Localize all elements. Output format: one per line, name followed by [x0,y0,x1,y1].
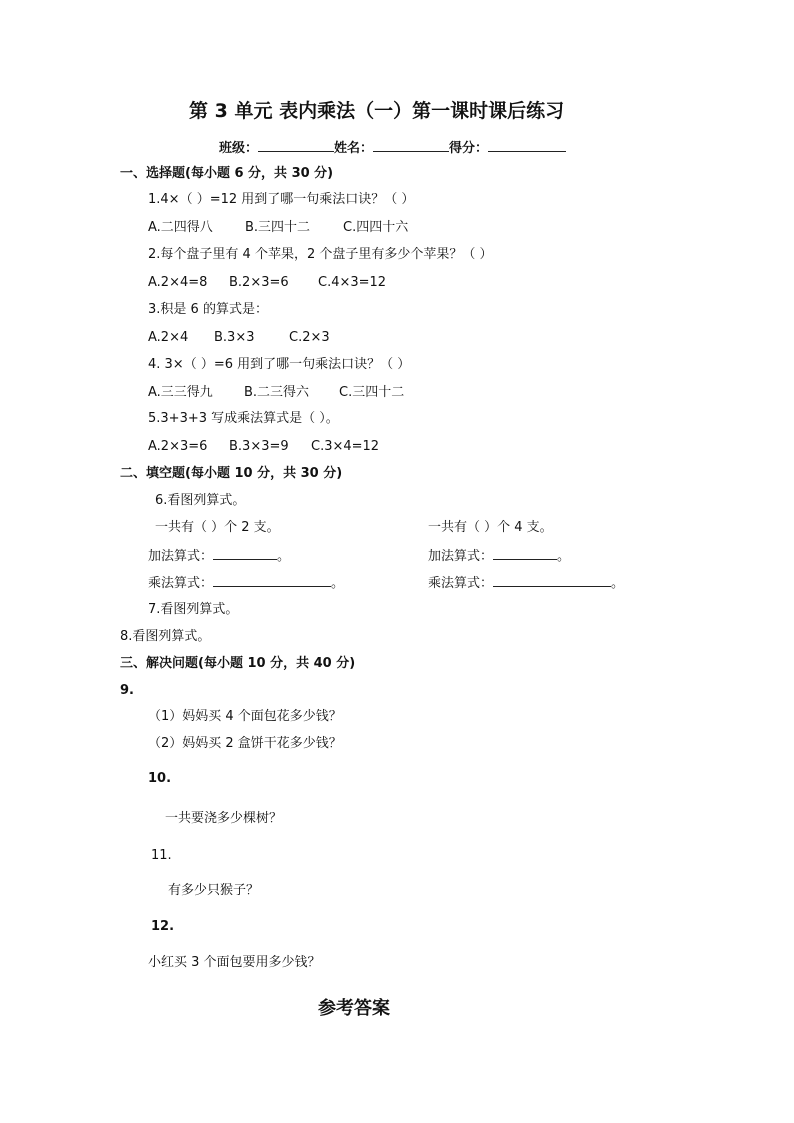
add-blank-right[interactable] [493,546,557,560]
add-label: 加法算式： [148,549,214,564]
class-label: 班级： [219,141,259,156]
q6-left-total: 一共有（ ）个 2 支。 [155,520,280,535]
mul-label: 乘法算式： [148,576,214,591]
q2-option-b[interactable]: B.2×3=6 [229,275,289,290]
question-12-text: 小红买 3 个面包要用多少钱？ [148,955,321,970]
class-blank[interactable] [258,138,334,152]
q6-left-mul [148,573,344,593]
score-blank[interactable] [488,138,566,152]
question-2: 2.每个盘子里有 4 个苹果，2 个盘子里有多少个苹果？（ ） [148,247,493,262]
question-6: 6.看图列算式。 [155,493,246,508]
q2-option-a[interactable]: A.2×4=8 [148,275,208,290]
question-10-number: 10. [148,771,172,786]
score-label: 得分： [449,141,489,156]
question-3: 3.积是 6 的算式是： [148,302,268,317]
question-11-text: 有多少只猴子？ [168,883,260,898]
question-9-sub2: （2）妈妈买 2 盒饼干花多少钱？ [148,736,342,751]
q1-option-a[interactable]: A.二四得八 [148,220,213,235]
q1-option-c[interactable]: C.四四十六 [343,220,409,235]
q4-option-b[interactable]: B.二三得六 [244,385,310,400]
mul-blank-right[interactable] [493,573,611,587]
question-11-number: 11. [151,848,172,863]
end-mark: 。 [557,549,571,564]
answer-key-title: 参考答案 [318,998,390,1019]
q3-option-a[interactable]: A.2×4 [148,330,189,345]
section-heading-choice: 一、选择题(每小题 6 分，共 30 分) [120,166,334,181]
end-mark: 。 [331,576,345,591]
mul-label: 乘法算式： [428,576,494,591]
question-7: 7.看图列算式。 [148,602,239,617]
q4-option-a[interactable]: A.三三得九 [148,385,213,400]
add-label: 加法算式： [428,549,494,564]
question-12-number: 12. [151,919,175,934]
q1-option-b[interactable]: B.三四十二 [245,220,311,235]
q5-option-b[interactable]: B.3×3=9 [229,439,289,454]
question-8: 8.看图列算式。 [120,629,211,644]
q2-option-c[interactable]: C.4×3=12 [318,275,387,290]
page-title: 第 3 单元 表内乘法（一）第一课时课后练习 [189,100,565,122]
q5-option-c[interactable]: C.3×4=12 [311,439,380,454]
question-4: 4. 3×（ ）=6 用到了哪一句乘法口诀？（ ） [148,357,411,372]
q6-left-add [148,546,290,566]
section-heading-solve: 三、解决问题(每小题 10 分，共 40 分) [120,656,356,671]
q6-right-add [428,546,570,566]
student-info-line [219,138,566,158]
name-label: 姓名： [334,141,374,156]
add-blank-left[interactable] [213,546,277,560]
q3-option-c[interactable]: C.2×3 [289,330,330,345]
question-9-sub1: （1）妈妈买 4 个面包花多少钱？ [148,709,342,724]
q6-right-total: 一共有（ ）个 4 支。 [428,520,553,535]
mul-blank-left[interactable] [213,573,331,587]
question-5: 5.3+3+3 写成乘法算式是（ ）。 [148,411,339,426]
q5-option-a[interactable]: A.2×3=6 [148,439,208,454]
end-mark: 。 [611,576,625,591]
q4-option-c[interactable]: C.三四十二 [339,385,405,400]
section-heading-fill: 二、填空题(每小题 10 分，共 30 分) [120,466,343,481]
question-9-number: 9. [120,683,134,698]
name-blank[interactable] [373,138,449,152]
question-10-text: 一共要浇多少棵树？ [165,811,283,826]
q3-option-b[interactable]: B.3×3 [214,330,255,345]
end-mark: 。 [277,549,291,564]
q6-right-mul [428,573,624,593]
question-1: 1.4×（ ）=12 用到了哪一句乘法口诀？（ ） [148,192,415,207]
